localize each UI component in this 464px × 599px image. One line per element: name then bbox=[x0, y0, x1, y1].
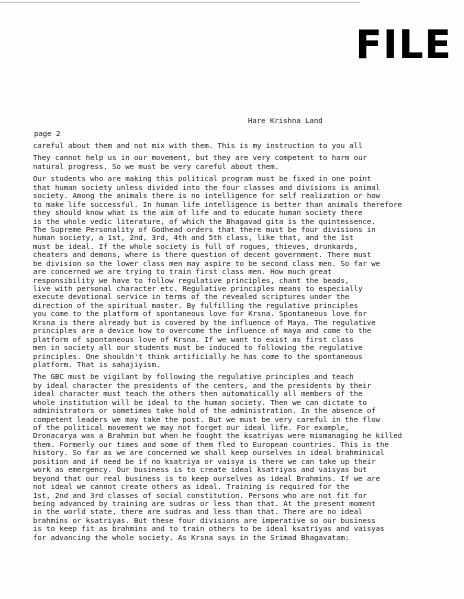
text-line: platform of spontaneous love of Krsna. If we want to exist as first class bbox=[33, 334, 354, 344]
text-line: that human society unless divided into the four classes and divisions is animal bbox=[33, 182, 381, 192]
text-line: to make life successful. In human life intelligence is better than animals therefore bbox=[33, 199, 403, 209]
text-line: The Supreme Personality of Godhead orders that there must be four divisions in bbox=[33, 224, 376, 234]
text-line: execute devotional service in terms of the revealed scriptures under the bbox=[33, 292, 350, 302]
text-line: principles are a device how to overcome the influence of maya and come to the bbox=[33, 326, 372, 336]
text-line: is the whole vedic literature, of which the Bhagavad gita is the quintessence. bbox=[33, 216, 376, 226]
text-line: of the political movement we may not forget our ideal life. For example, bbox=[33, 423, 350, 432]
letter-body bbox=[33, 142, 402, 542]
text-line: is to keep fit as brahmins and to train others to be ideal ksatriyas and vaisyas bbox=[33, 524, 385, 534]
text-line: administrators or sometimes take hold of the administration. In the absence of bbox=[33, 406, 376, 416]
text-line: live with personal character etc. Regulative principles means to especially bbox=[33, 284, 363, 293]
text-line: responsibility we have to follow regulative principles, chant the beads, bbox=[33, 275, 350, 285]
text-line: be division so the lower class men may aspire to be second class men. So far we bbox=[33, 258, 381, 268]
text-line: position and if need be if no ksatriya or vaisya is there we can take up their bbox=[33, 456, 376, 466]
top-scan-edge bbox=[0, 2, 360, 3]
text-line: direction of the spiritual master. By fulfilling the regulative principles bbox=[33, 300, 359, 310]
text-line: competent leaders we may take the post. But we must be very careful in the flow bbox=[33, 414, 381, 424]
text-line: society. Among the animals there is no intelligence for self realization or how bbox=[33, 191, 381, 201]
page-number: page 2 bbox=[34, 129, 61, 138]
text-line: them. Formerly our times and some of them fled to European countries. This is the bbox=[33, 439, 389, 449]
text-line: human society, a 1st, 2nd, 3rd, 4th and 5th class, like that, and the 1st bbox=[33, 233, 354, 243]
text-line: they should know what is the aim of life and to educate human society there bbox=[33, 208, 363, 218]
text-line: work as emergency. Our business is to create ideal ksatriyas and vaisyas but bbox=[33, 465, 367, 475]
text-line: for advancing the whole society. As Krsna says in the Srimad Bhagavatam: bbox=[33, 532, 350, 542]
text-line: cheaters and demons, where is there question of decent government. There must bbox=[33, 250, 372, 260]
text-line: Krsna is there already but is covered by the influence of Maya. The regulative bbox=[33, 317, 376, 327]
text-line: are concerned we are trying to train first class men. How much great bbox=[33, 267, 332, 277]
text-line: whole institution will be ideal to the human society. Then we can dictate to bbox=[33, 397, 367, 407]
text-line: platform. That is sahajiyism. bbox=[33, 359, 161, 369]
file-stamp: FILE bbox=[355, 23, 452, 68]
text-line: careful about them and not mix with them. This is my instruction to you all bbox=[33, 141, 363, 150]
text-line: Our students who are making this political program must be fixed in one point bbox=[33, 174, 372, 184]
text-line: natural progress. So we must be very careful about them. bbox=[33, 161, 280, 171]
text-line: ideal character must teach the others then automatically all members of the bbox=[33, 389, 363, 399]
letterhead: Hare Krishna Land bbox=[248, 116, 323, 125]
text-line: you come to the platform of spontaneous love for Krsna. Spontaneous love for bbox=[33, 309, 367, 319]
text-line: not ideal we cannot create others as ideal. Training is required for the bbox=[33, 482, 350, 492]
text-line: brahmins or ksatriyas. But these four divisions are imperative so our business bbox=[33, 515, 376, 525]
text-line: The GBC must be vigilant by following the regulative principles and teach bbox=[33, 372, 354, 382]
text-line: 1st, 2nd and 3rd classes of social constitution. Persons who are not fit for bbox=[33, 490, 367, 500]
text-line: They cannot help us in our movement, but they are very competent to harm our bbox=[33, 153, 367, 163]
text-line: beyond that our real business is to keep ourselves as ideal Brahmins. If we are bbox=[33, 473, 381, 483]
text-line: must be ideal. If the whole society is full of rogues, thieves, drunkards, bbox=[33, 241, 359, 251]
text-line: principles. One shouldn't think artificially he has come to the spontaneous bbox=[33, 351, 363, 361]
text-line: history. So far as we are concerned we shall keep ourselves in ideal brahminical bbox=[33, 448, 385, 458]
text-line: Dronacarya was a Brahmin but when he fought the ksatriyas were mismanaging he killed bbox=[33, 431, 403, 441]
text-line: men in society all our students must be induced to following the regulative bbox=[33, 343, 363, 353]
text-line: being advanced by training are sudras or less than that. At the present moment bbox=[33, 498, 376, 508]
text-line: in the world state, there are sudras and less than that. There are no ideal bbox=[33, 507, 363, 517]
text-line: by ideal character the presidents of the centers, and the presidents by their bbox=[33, 380, 372, 390]
